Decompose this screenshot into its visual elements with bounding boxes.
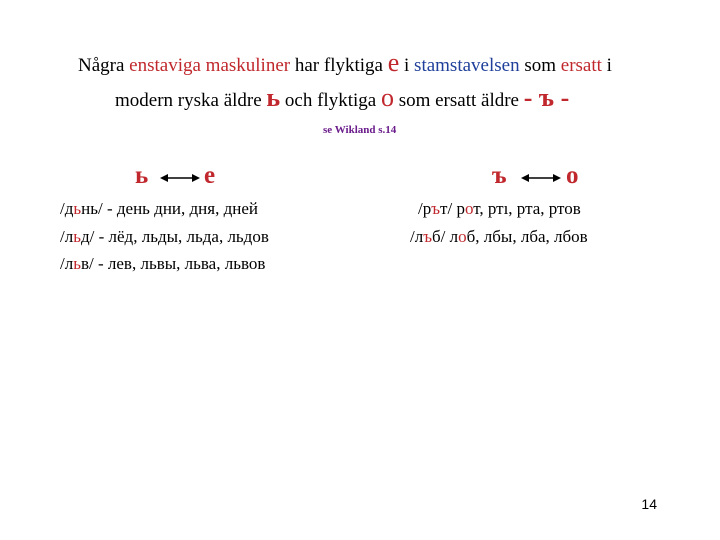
page-number: 14	[641, 496, 657, 512]
intro-letter-hard-sign: - ъ -	[523, 83, 570, 112]
reference-note: se Wikland s.14	[323, 124, 397, 136]
intro-text: och flyktiga	[280, 90, 381, 111]
intro-line-2	[115, 83, 570, 112]
right-row: /рът/ рот, ртı, рта, ртов	[418, 199, 581, 218]
intro-highlight: stamstavelsen	[414, 55, 520, 76]
left-header-e: е	[204, 162, 216, 189]
intro-text: i	[601, 55, 612, 76]
right-header-o: о	[566, 162, 579, 189]
intro-text: i	[399, 55, 415, 76]
intro-highlight: ersatt	[560, 55, 602, 76]
right-header-hard-sign: ъ	[492, 162, 507, 189]
intro-text: modern ryska äldre	[115, 90, 267, 111]
left-header-soft-sign: ь	[135, 162, 149, 189]
intro-text: Några	[78, 55, 130, 76]
intro-text: som ersatt äldre	[393, 90, 524, 111]
double-arrow-icon	[160, 171, 200, 185]
intro-text: har flyktiga	[290, 55, 388, 76]
intro-line-1	[78, 48, 612, 77]
intro-text: som	[519, 55, 561, 76]
right-row: /лъб/ лоб, лбы, лба, лбов	[410, 227, 588, 246]
left-row: /дьнь/ - день дни, дня, дней	[60, 199, 258, 218]
double-arrow-icon	[521, 171, 561, 185]
intro-highlight: enstaviga maskuliner	[129, 55, 291, 76]
left-row: /льд/ - лёд, льды, льда, льдов	[60, 227, 269, 246]
intro-letter-soft-sign: ь	[266, 83, 281, 112]
intro-letter-e: е	[387, 48, 400, 77]
left-row: /льв/ - лев, львы, льва, львов	[60, 254, 266, 273]
intro-letter-o: о	[380, 83, 394, 112]
